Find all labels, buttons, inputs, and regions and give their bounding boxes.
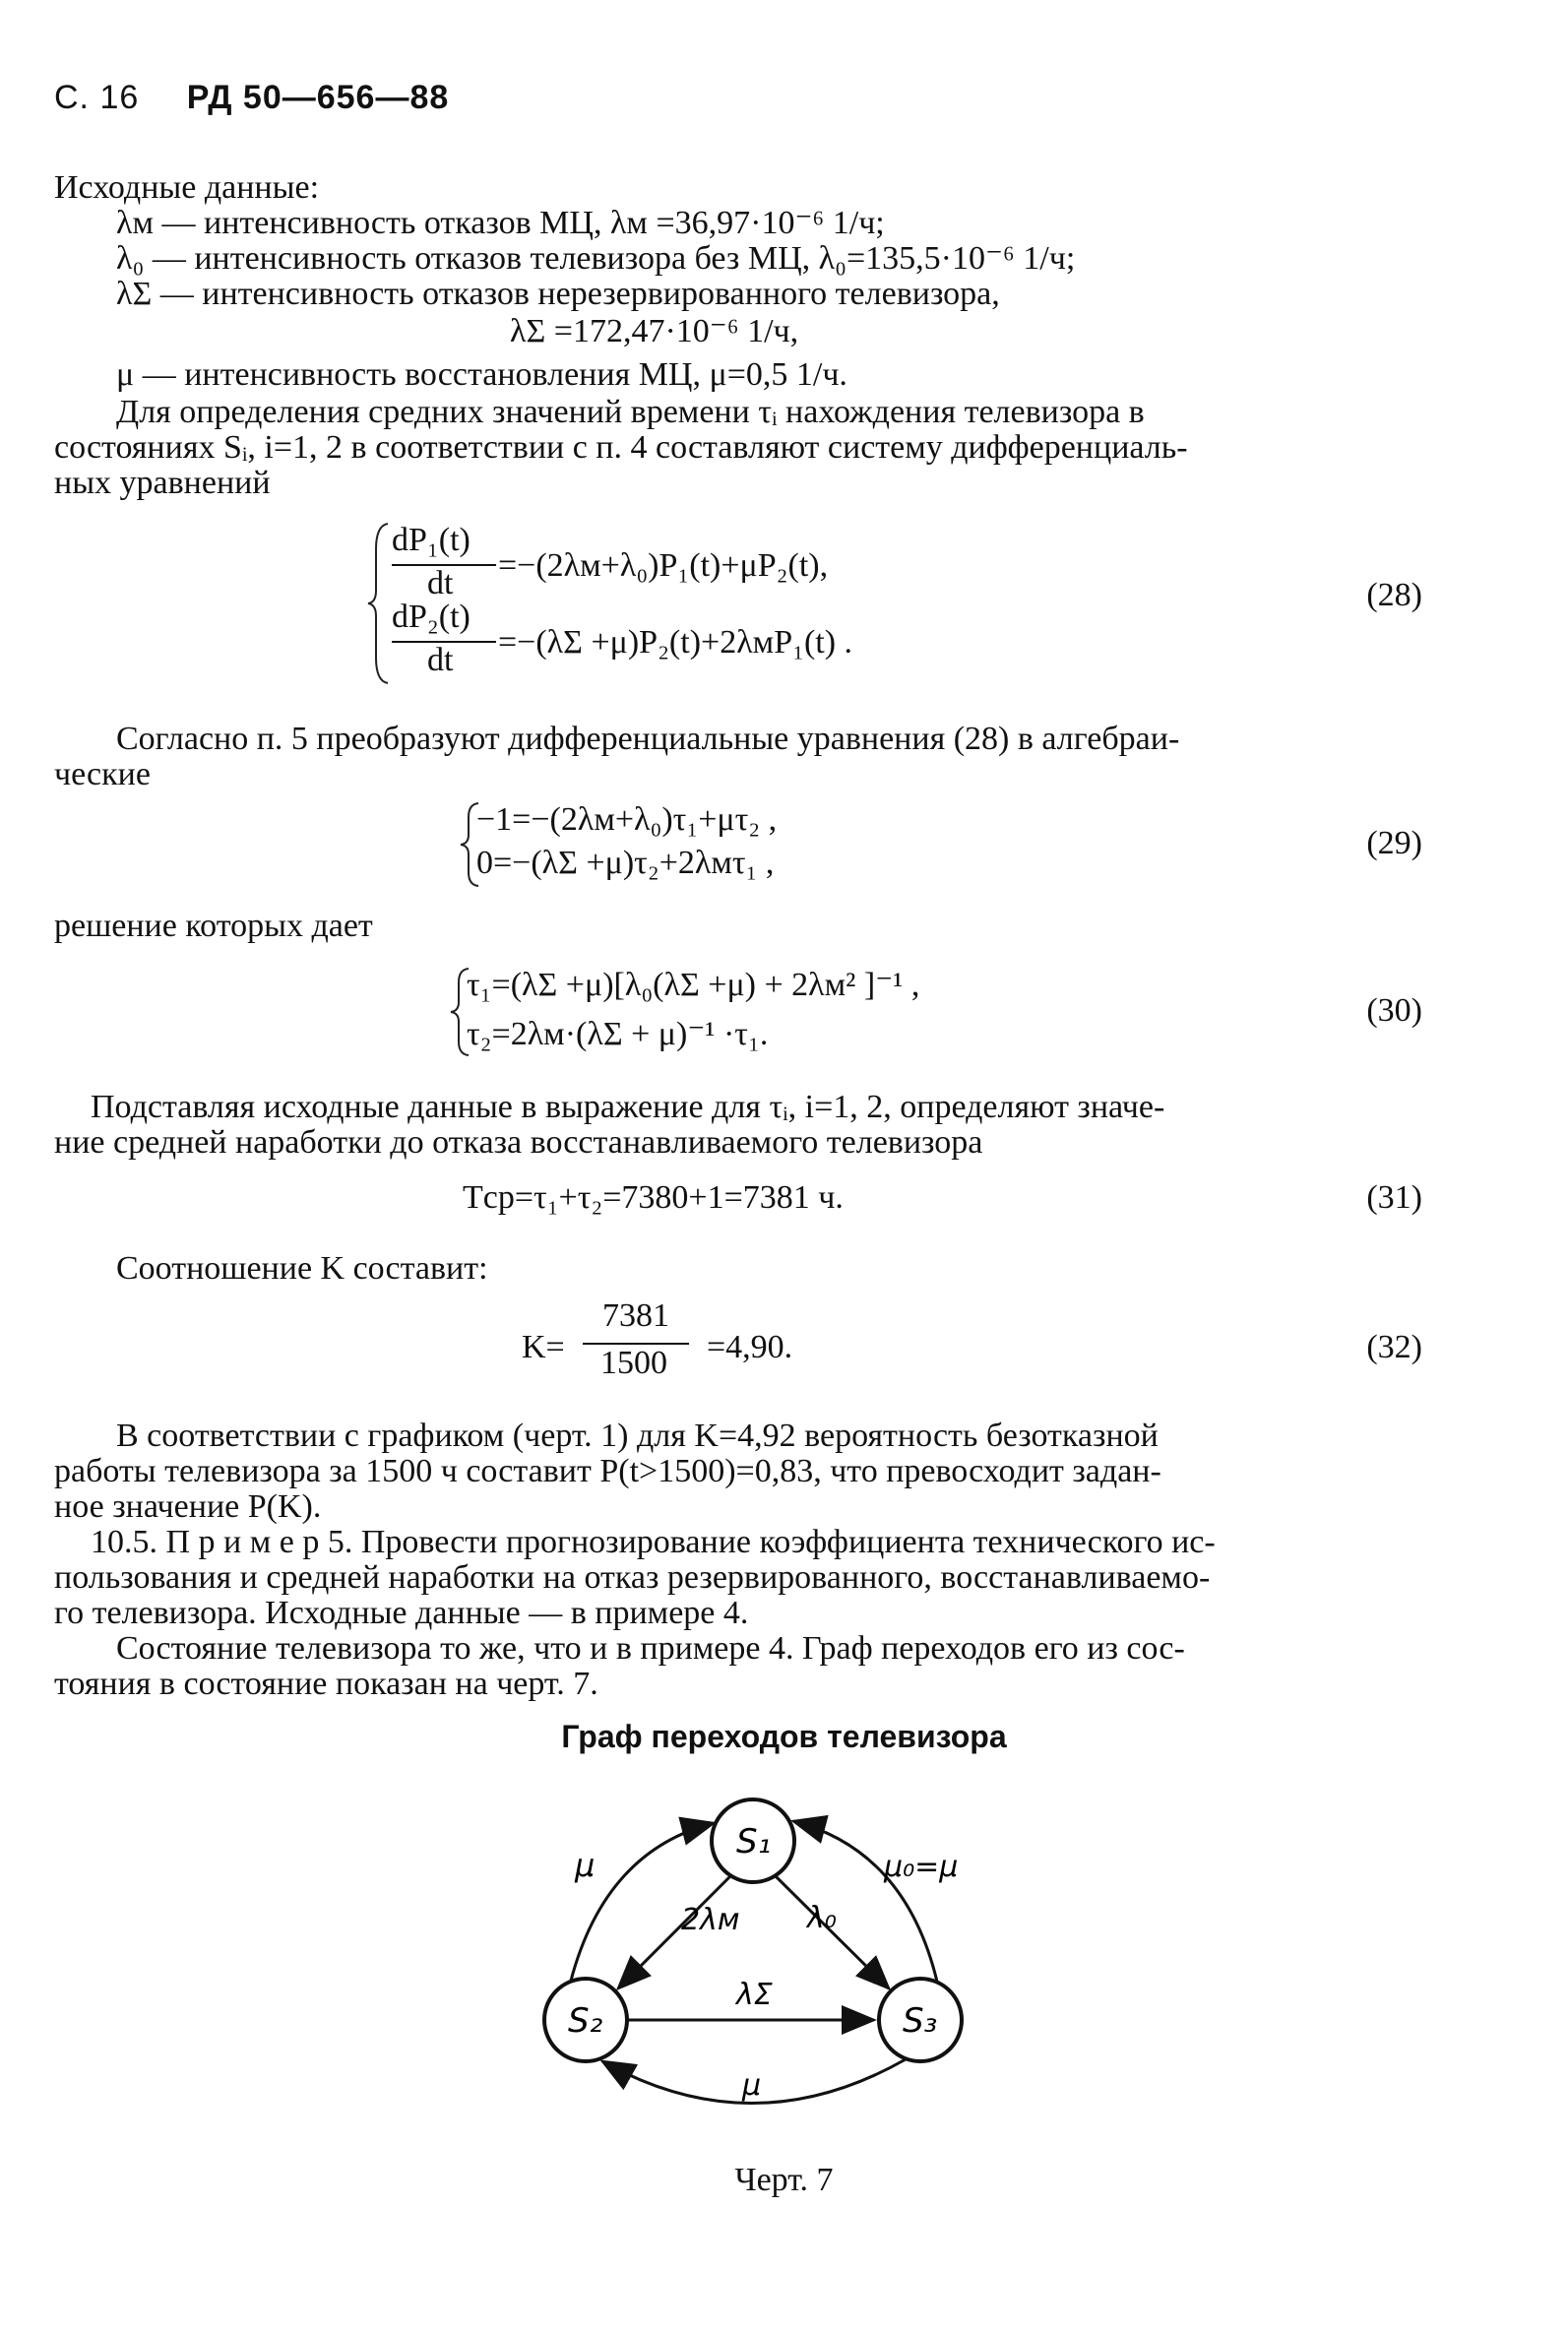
edge-label-s1-s2: 2λм — [681, 1903, 740, 1937]
intro-line-5: μ — интенсивность восстановления МЦ, μ=0,5 1/ч. — [116, 356, 847, 393]
edge-label-s1-s3: λ₀ — [807, 1901, 837, 1935]
eq31: Tср=τ₁+τ₂=7380+1=7381 ч. — [463, 1179, 844, 1216]
intro-line-2: λ₀ — интенсивность отказов телевизора без МЦ, λ₀=135,5·10⁻⁶ 1/ч; — [116, 240, 1076, 277]
edge-label-s3-s1: μ₀=μ — [884, 1850, 959, 1884]
para6-line-7: Состояние телевизора то же, что и в примере 4. Граф переходов его из сос- — [116, 1630, 1185, 1667]
para2-line-2: ческие — [54, 756, 151, 792]
eq28-frac1-num: dP₁(t) — [392, 522, 470, 558]
para2-line-1: Согласно п. 5 преобразуют дифференциальные уравнения (28) в алгебраи- — [116, 721, 1180, 757]
eq32-number: (32) — [1366, 1329, 1422, 1365]
para6-line-1: В соответствии с графиком (черт. 1) для K=4,92 вероятность безотказной — [116, 1418, 1159, 1454]
para4-line-2: ние средней наработки до отказа восстанавливаемого телевизора — [54, 1124, 983, 1161]
intro-line-1: λм — интенсивность отказов МЦ, λм =36,97·10⁻⁶ 1/ч; — [116, 205, 885, 241]
para4-line-1: Подставляя исходные данные в выражение для τᵢ, i=1, 2, определяют значе- — [91, 1089, 1165, 1125]
edge-label-s2-s3: λΣ — [736, 1978, 773, 2012]
eq28-frac1-den: dt — [427, 565, 454, 601]
eq32-rhs: =4,90. — [707, 1329, 793, 1365]
eq29-number: (29) — [1366, 825, 1422, 861]
figure-number: Черт. 7 — [734, 2162, 834, 2198]
eq28-number: (28) — [1366, 577, 1422, 613]
para5: Соотношение K составит: — [116, 1250, 488, 1287]
para6-line-6: го телевизора. Исходные данные — в примере 4. — [54, 1595, 749, 1631]
eq28-line1-rhs: =−(2λм+λ₀)P₁(t)+μP₂(t), — [498, 547, 829, 584]
para1-line-2: состояниях Sᵢ, i=1, 2 в соответствии с п. 4 составляют систему дифференциаль- — [54, 429, 1188, 466]
page-number: С. 16 — [54, 79, 140, 116]
eq30-line-2: τ₂=2λм·(λΣ + μ)⁻¹ ·τ₁. — [467, 1016, 769, 1052]
para6-line-4: 10.5. П р и м е р 5. Провести прогнозирование коэффициента технического ис- — [91, 1524, 1216, 1560]
para6-line-2: работы телевизора за 1500 ч составит P(t>1500)=0,83, что превосходит задан- — [54, 1453, 1161, 1489]
page-header — [54, 79, 449, 117]
intro-title: Исходные данные: — [54, 169, 320, 206]
intro-line-4: λΣ =172,47·10⁻⁶ 1/ч, — [510, 313, 799, 349]
eq30-line-1: τ₁=(λΣ +μ)[λ₀(λΣ +μ) + 2λм² ]⁻¹ , — [467, 967, 920, 1003]
para6-line-3: ное значение P(K). — [54, 1488, 322, 1525]
para1-line-3: ных уравнений — [54, 465, 271, 501]
para3: решение которых дает — [54, 908, 373, 944]
eq29-line-1: −1=−(2λм+λ₀)τ₁+μτ₂ , — [476, 801, 778, 838]
eq29-line-2: 0=−(λΣ +μ)τ₂+2λмτ₁ , — [476, 845, 775, 881]
document-code: РД 50—656—88 — [186, 79, 450, 116]
brace-28 — [364, 520, 394, 687]
edge-label-s2-s1: μ — [575, 1847, 596, 1884]
eq30-number: (30) — [1366, 992, 1422, 1029]
para6-line-8: тояния в состояние показан на черт. 7. — [54, 1666, 598, 1702]
eq28-frac2-num: dP₂(t) — [392, 599, 470, 635]
eq31-number: (31) — [1366, 1179, 1422, 1216]
eq32-lhs: K= — [522, 1329, 565, 1365]
node-s2-label: S₂ — [568, 2001, 603, 2041]
eq32-denominator: 1500 — [600, 1345, 667, 1381]
edge-label-s3-s2: μ — [742, 2068, 762, 2103]
transition-graph — [512, 1782, 1063, 2156]
intro-line-3: λΣ — интенсивность отказов нерезервированного телевизора, — [116, 276, 1000, 312]
eq28-line2-rhs: =−(λΣ +μ)P₂(t)+2λмP₁(t) . — [498, 624, 853, 661]
figure-caption: Граф переходов телевизора — [561, 1719, 1007, 1754]
para6-line-5: пользования и средней наработки на отказ резервированного, восстанавливаемо- — [54, 1559, 1211, 1596]
para1-line-1: Для определения средних значений времени τᵢ нахождения телевизора в — [116, 394, 1145, 430]
eq32-numerator: 7381 — [602, 1297, 669, 1334]
node-s1-label: S₁ — [736, 1822, 772, 1861]
node-s3-label: S₃ — [903, 2001, 938, 2041]
eq28-frac2-den: dt — [427, 642, 454, 678]
